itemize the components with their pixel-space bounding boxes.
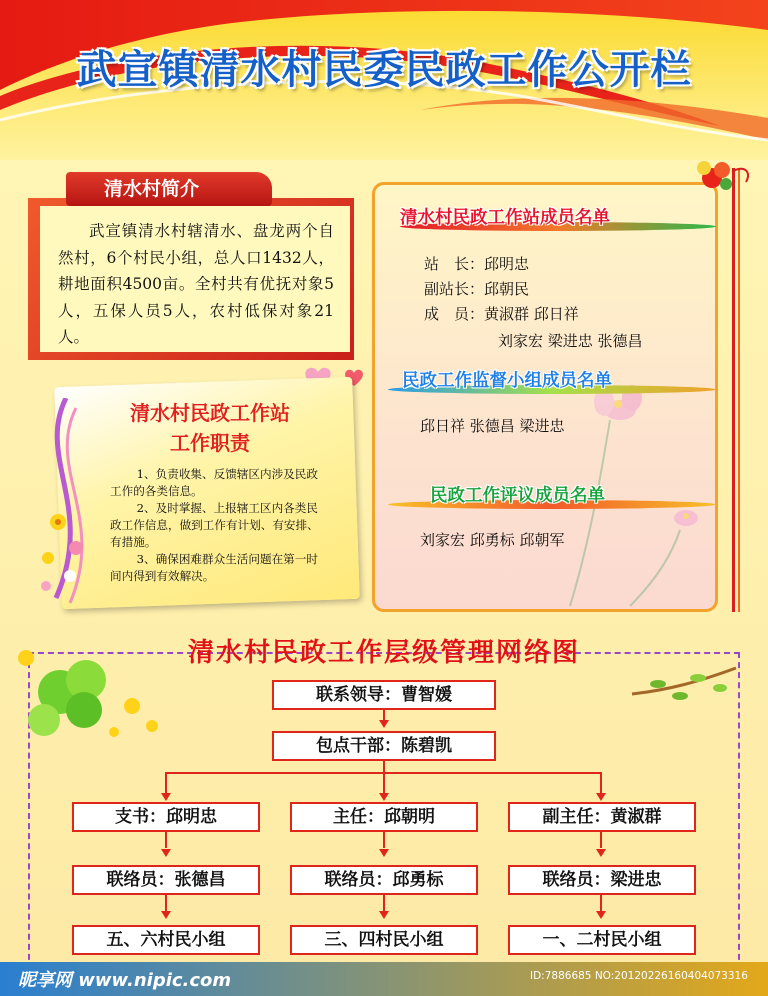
arrow-down-icon xyxy=(379,849,389,857)
station-names: 邱朝民 xyxy=(484,280,530,298)
duties-title-line1: 清水村民政工作站 xyxy=(130,401,290,425)
duties-title-line2: 工作职责 xyxy=(170,431,250,455)
duties-title xyxy=(64,398,356,458)
connector-line xyxy=(383,832,385,848)
supervise-list-title: 民政工作监督小组成员名单 xyxy=(402,371,612,391)
group-node: 五、六村民小组 xyxy=(72,925,260,955)
group-node: 三、四村民小组 xyxy=(290,925,478,955)
page-title: 武宣镇清水村民委民政工作公开栏 xyxy=(76,47,692,93)
liaison-node: 联络员：邱勇标 xyxy=(290,865,478,895)
intro-text: 武宣镇清水村辖清水、盘龙两个自然村，6个村民小组，总人口1432人，耕地面积4500亩。全村共有优抚对象5人，五保人员5人，农村低保对象21人。 xyxy=(58,222,334,346)
station-row xyxy=(424,303,579,324)
head-node: 主任：邱朝明 xyxy=(290,802,478,832)
station-role: 成 员： xyxy=(424,305,485,323)
station-list-title: 清水村民政工作站成员名单 xyxy=(400,208,610,228)
review-names: 刘家宏 邱勇标 邱朝军 xyxy=(420,531,565,549)
network-title: 清水村民政工作层级管理网络图 xyxy=(187,638,580,668)
intro-tab: 清水村简介 xyxy=(66,172,272,206)
connector-line xyxy=(165,895,167,911)
arrow-down-icon xyxy=(379,911,389,919)
arrow-down-icon xyxy=(379,720,389,728)
station-role: 副站长： xyxy=(424,280,485,298)
arrow-down-icon xyxy=(161,849,171,857)
cadre-node: 包点干部：陈碧凯 xyxy=(272,731,496,761)
duty-item: 3、确保困难群众生活问题在第一时间内得到有效解决。 xyxy=(110,552,318,583)
arrow-down-icon xyxy=(161,911,171,919)
arrow-down-icon xyxy=(596,911,606,919)
station-row xyxy=(424,278,529,299)
group-node: 一、二村民小组 xyxy=(508,925,696,955)
branch-decoration xyxy=(628,664,740,712)
station-row xyxy=(498,330,643,351)
connector-line xyxy=(600,772,602,794)
arrow-down-icon xyxy=(596,793,606,801)
station-names: 刘家宏 梁进忠 张德昌 xyxy=(498,332,643,350)
duties-list xyxy=(110,466,326,585)
arrow-down-icon xyxy=(161,793,171,801)
head-node: 支书：邱明忠 xyxy=(72,802,260,832)
liaison-node: 联络员：张德昌 xyxy=(72,865,260,895)
connector-line xyxy=(600,832,602,848)
review-list-title: 民政工作评议成员名单 xyxy=(430,486,605,506)
arrow-down-icon xyxy=(596,849,606,857)
station-names: 黄淑群 邱日祥 xyxy=(484,305,579,323)
watermark-logo: 昵享网 www.nipic.com xyxy=(18,970,232,991)
arrow-down-icon xyxy=(379,793,389,801)
station-role: 站 长： xyxy=(424,255,485,273)
duty-item: 2、及时掌握、上报辖工区内各类民政工作信息，做到工作有计划、有安排、有措施。 xyxy=(110,501,319,549)
station-names: 邱明忠 xyxy=(484,255,530,273)
green-clover-decoration xyxy=(8,636,168,746)
leader-node: 联系领导：曹智媛 xyxy=(272,680,496,710)
intro-frame xyxy=(28,198,354,360)
watermark-id: ID:7886685 NO:20120226160404073316 xyxy=(530,970,748,982)
connector-line xyxy=(600,895,602,911)
connector-line xyxy=(165,832,167,848)
red-vertical-lines xyxy=(732,168,740,612)
flower-bouquet-decoration xyxy=(688,152,758,198)
head-node: 副主任：黄淑群 xyxy=(508,802,696,832)
intro-panel xyxy=(40,206,350,352)
supervise-names: 邱日祥 张德昌 梁进忠 xyxy=(420,417,565,435)
duty-item: 1、负责收集、反馈辖区内涉及民政工作的各类信息。 xyxy=(110,467,318,498)
connector-line xyxy=(383,895,385,911)
station-row xyxy=(424,253,529,274)
connector-line xyxy=(383,772,385,794)
connector-line xyxy=(165,772,167,794)
liaison-node: 联络员：梁进忠 xyxy=(508,865,696,895)
